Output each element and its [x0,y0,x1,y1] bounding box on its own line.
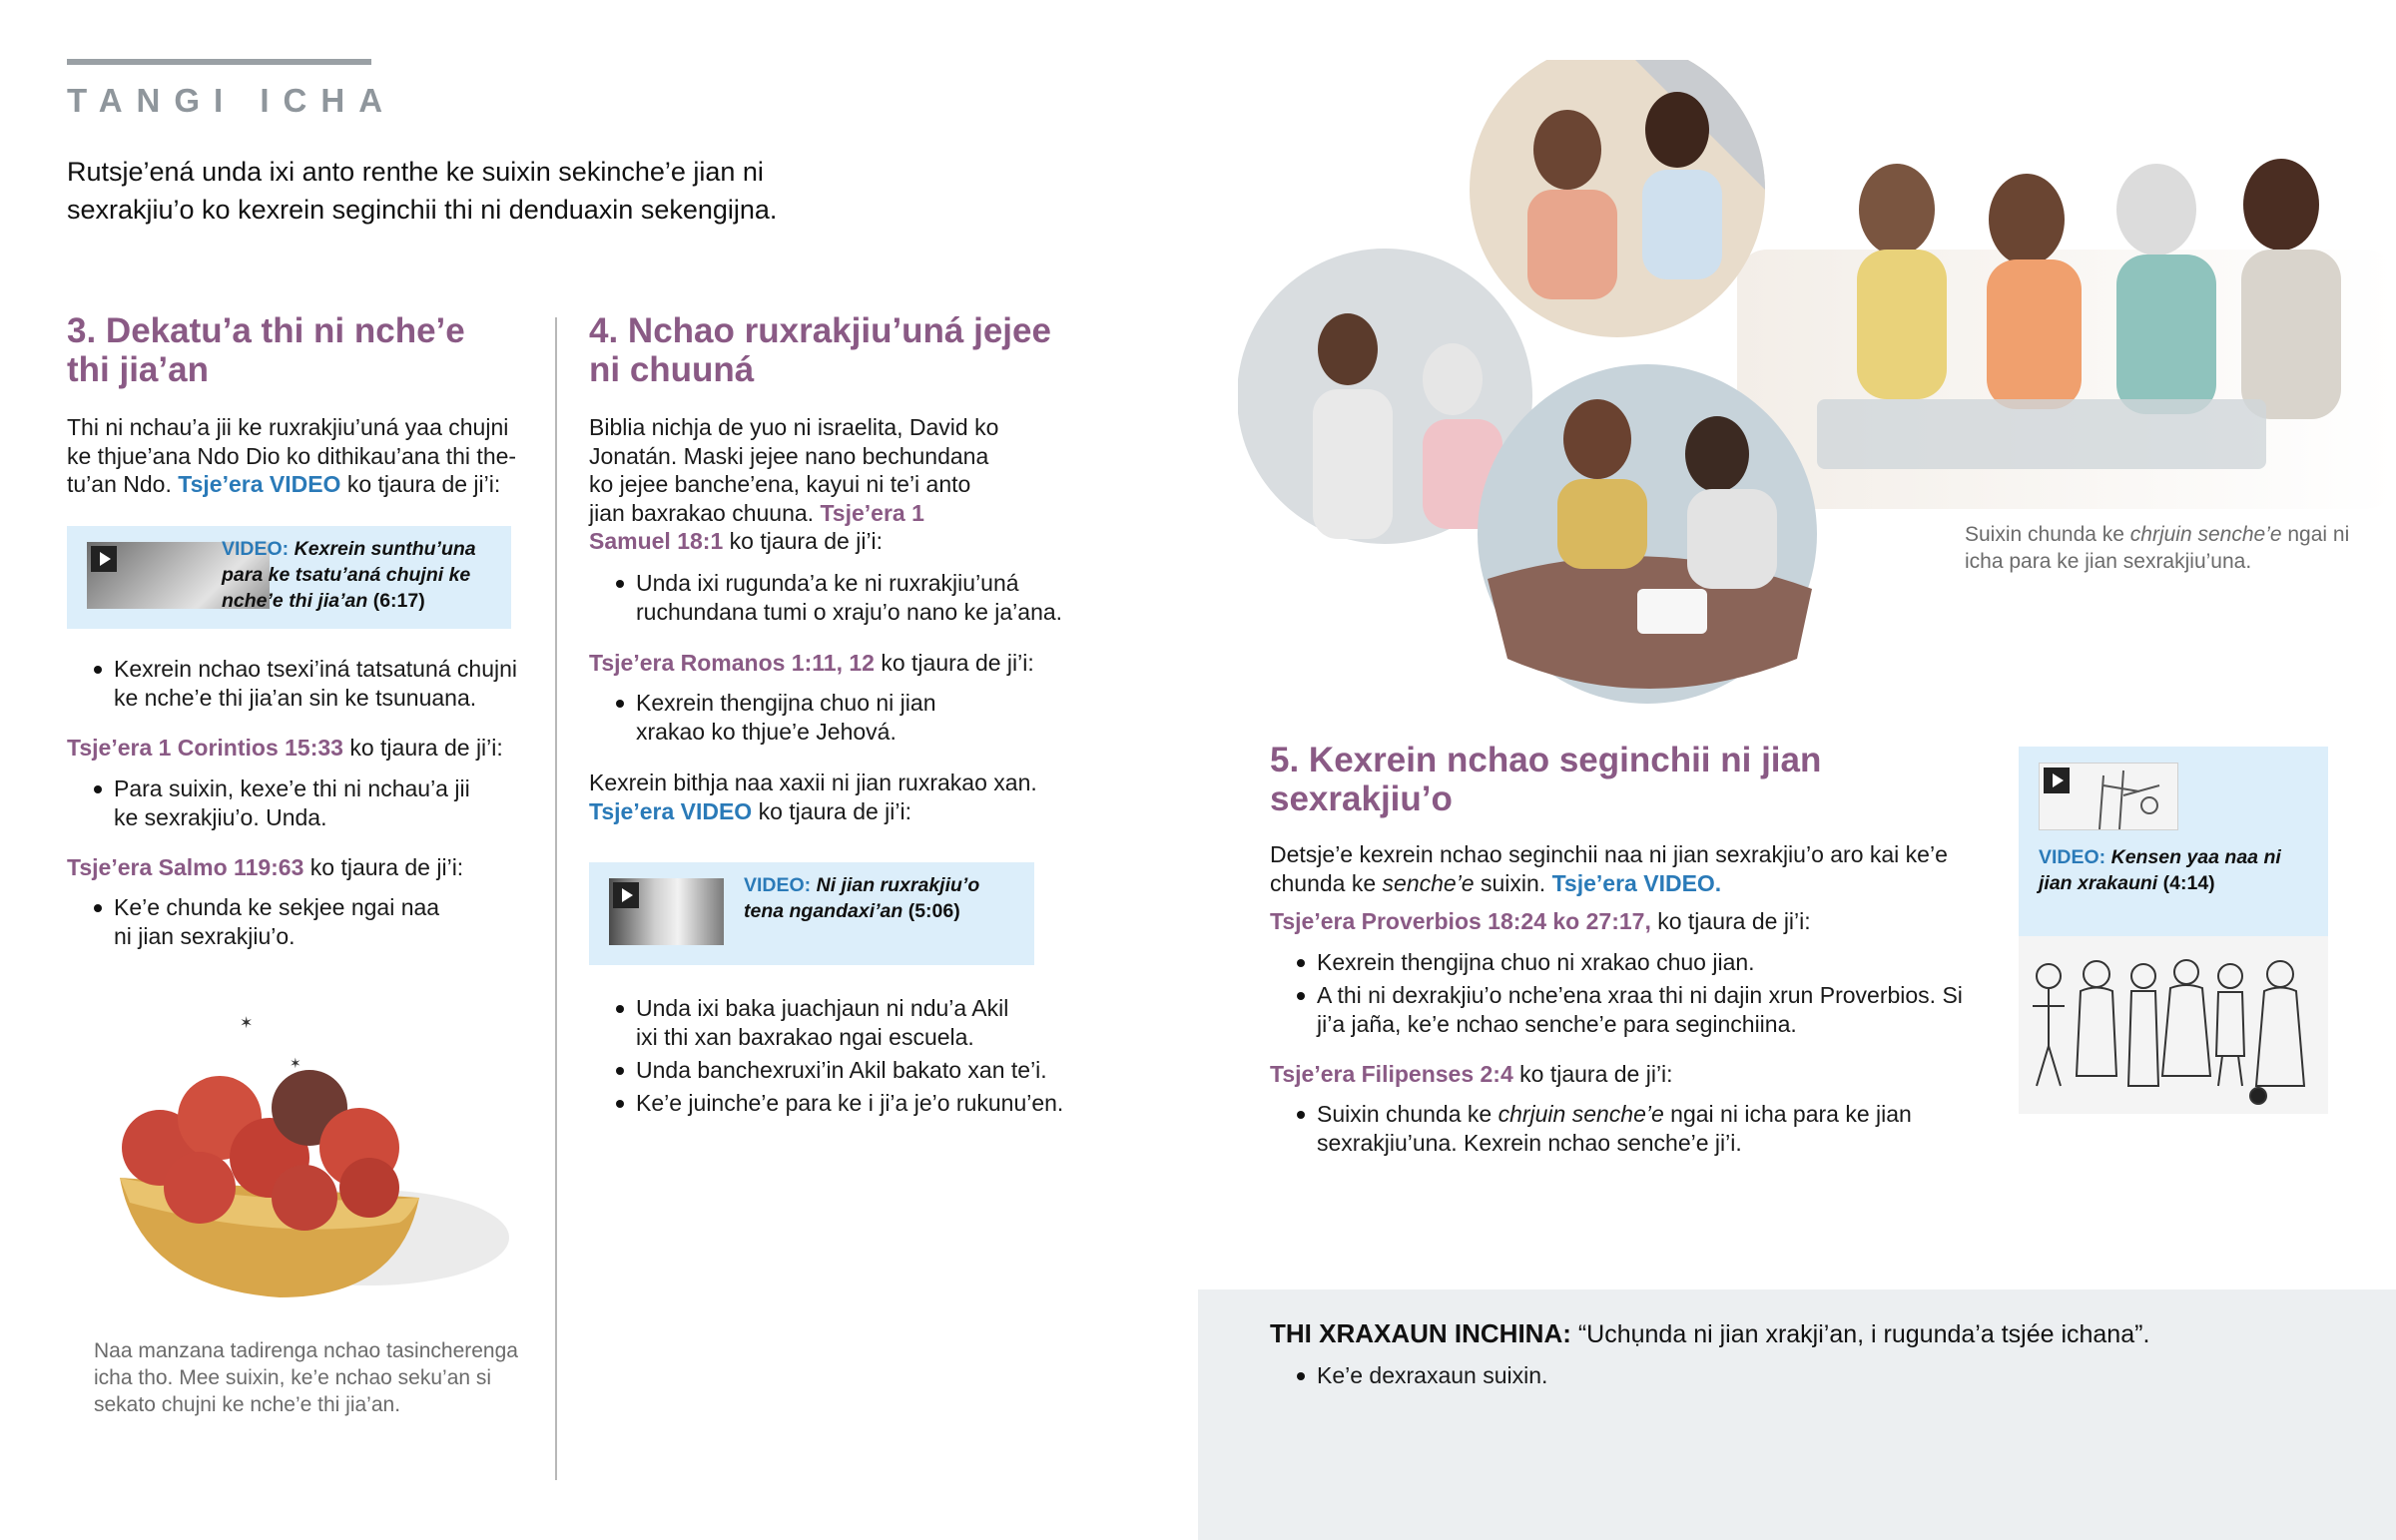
list-item: A thi ni dexrakjiu’o nche’ena xraa thi ni dajin xrun Proverbios. Si ji’a jaña, ke’e nchao senche’e para seginchiina. [1270,981,1989,1039]
bullet-list [589,994,1088,1118]
list-item: Ke’e dexraxaun suixin. [1270,1361,2168,1390]
scripture-link[interactable]: Tsje’era Filipenses 2:4 [1270,1060,1513,1087]
friends-photo-collage [1238,60,2396,709]
bullet-list [1270,948,1989,1039]
people-line-drawing [2019,936,2328,1114]
video-thumbnail[interactable] [2039,763,2178,830]
scripture-link[interactable]: Tsje’era 1 Samuel 18:1 [589,499,924,554]
list-item: Ke’e chunda ke sekjee ngai naa ni jian sexrakjiu’o. [67,893,546,951]
header-rule [67,59,371,65]
column-divider [555,317,557,1480]
section-3-paragraph: Thi ni nchau’a jii ke ruxrakjiu’uná yaa chujni ke thjue’ana Ndo Dio ko dithikau’ana thi the-tu’an Ndo. Tsje’era VIDEO ko tjaura de ji’i: [67,414,517,497]
list-item: Kexrein thengijna chuo ni jian xrakao ko thjue’e Jehová. [589,689,1088,747]
list-item: Unda ixi rugunda’a ke ni ruxrakjiu’uná ruchundana tumi o xraju’o nano ke ja’ana. [589,569,1088,627]
bullet-list [67,774,546,832]
video-card-1-text: VIDEO: Kexrein sunthu’una para ke tsatu’aná chujni ke nche’e thi jia’an (6:17) [222,538,476,612]
bullet-list [67,655,546,713]
list-item: Kexrein thengijna chuo ni xrakao chuo jian. [1270,948,1989,977]
list-item: Suixin chunda ke chrjuin senche’e ngai ni icha para ke jian sexrakjiu’una. Kexrein nchao senche’e ji’i. [1270,1100,1989,1158]
list-item: Unda ixi baka juachjaun ni ndu’a Akil ixi thi xan baxrakao ngai escuela. [589,994,1088,1052]
play-icon[interactable] [2044,768,2070,793]
apple-bowl-illustration [110,1008,519,1317]
list-item: Para suixin, kexe’e thi ni nchau’a jii ke sexrakjiu’o. Unda. [67,774,546,832]
scripture-link[interactable]: Tsje’era Romanos 1:11, 12 [589,649,875,676]
image-caption: Naa manzana tadirenga nchao tasincherenga icha tho. Mee suixin, ke’e nchao seku’an si sekato chujni ke nche’e thi jia’an. [94,1339,518,1416]
bullet-list [589,569,1088,627]
list-item: Unda banchexruxi’in Akil bakato xan te’i. [589,1056,1088,1085]
section-5-heading: 5. Kexrein nchao seginchii ni jian sexrakjiu’o [1270,741,1822,818]
intro-text: Rutsje’ená unda ixi anto renthe ke suixin sekinche’e jian ni sexrakjiu’o ko kexrein seginchii thi ni denduaxin sekengijna. [67,157,778,225]
play-icon[interactable] [613,882,639,908]
section-kicker: TANGI ICHA [67,82,397,119]
section-3-heading: 3. Dekatu’a thi ni nche’e thi jia’an [67,311,465,389]
tree-sketch [2080,766,2178,829]
video-card-2[interactable] [589,862,1034,965]
bullet-list [67,893,546,951]
scripture-link[interactable]: Tsje’era 1 Corintios 15:33 [67,735,343,761]
list-item: Kexrein nchao tsexi’iná tatsatuná chujni ke nche’e thi jia’an sin ke tsunuana. [67,655,546,713]
summary-bullets [1270,1361,2168,1390]
section-4-heading: 4. Nchao ruxrakjiu’uná jejee ni chuuná [589,311,1051,389]
summary-line: THI XRAXAUN INCHINA: “Uchụnda ni jian xrakji’an, i rugunda’a tsjée ichana”. [1270,1318,2150,1348]
scripture-link[interactable]: Tsje’era Salmo 119:63 [67,853,304,880]
photo-caption: Suixin chunda ke chrjuin senche’e ngai ni icha para ke jian sexrakjiu’una. [1965,523,2350,573]
svg-text:✶: ✶ [290,1055,301,1071]
video-link[interactable]: Tsje’era VIDEO [589,797,753,824]
list-item: Ke’e juinche’e para ke i ji’a je’o rukunu’en. [589,1089,1088,1118]
play-icon[interactable] [91,546,117,572]
video-link[interactable]: Tsje’era VIDEO [178,471,341,497]
scripture-reference: Tsje’era Proverbios 18:24 ko 27:17, ko tjaura de ji’i: [1270,908,1811,934]
scripture-link[interactable]: Tsje’era Proverbios 18:24 ko 27:17, [1270,908,1651,934]
video-card-1[interactable] [67,526,511,629]
section-3-body [67,655,546,951]
section-4 [589,311,1088,825]
section-5-paragraph: Detsje’e kexrein nchao seginchii naa ni jian sexrakjiu’o aro kai ke’e chunda ke senche’e suixin. Tsje’era VIDEO. [1270,841,1948,896]
svg-text:✶: ✶ [240,1015,254,1032]
scripture-reference: Tsje’era Filipenses 2:4 ko tjaura de ji’i: [1270,1060,1673,1087]
video-thumbnail[interactable] [609,878,724,945]
section-4-body [589,994,1088,1118]
bullet-list [1270,1100,1989,1158]
video-card-3-text: VIDEO: Kensen yaa naa ni jian xrakauni (4:14) [2039,846,2281,894]
video-card-3[interactable] [2019,747,2328,936]
section-3 [67,311,536,499]
section-4-paragraph-2: Kexrein bithja naa xaxii ni jian ruxrakao xan. Tsje’era VIDEO ko tjaura de ji’i: [589,770,1037,824]
section-4-paragraph: Biblia nichja de yuo ni israelita, David ko Jonatán. Maski jejee nano bechundana ko jejee banche’ena, kayui ni te’i anto jian baxrakao chuuna. Tsje’era 1 Samuel 18:1 ko tjaura de ji’i: [589,414,999,554]
video-link[interactable]: Tsje’era VIDEO. [1551,869,1722,896]
scripture-reference: Tsje’era Romanos 1:11, 12 ko tjaura de ji’i: [589,649,1034,676]
scripture-reference: Tsje’era Salmo 119:63 ko tjaura de ji’i: [67,853,464,880]
bullet-list [589,689,1088,747]
video-card-2-text: VIDEO: Ni jian ruxrakjiu’o tena ngandaxi’an (5:06) [744,874,980,922]
section-5 [1270,741,1989,1158]
scripture-reference: Tsje’era 1 Corintios 15:33 ko tjaura de ji’i: [67,735,503,761]
summary-panel [1198,1289,2396,1540]
